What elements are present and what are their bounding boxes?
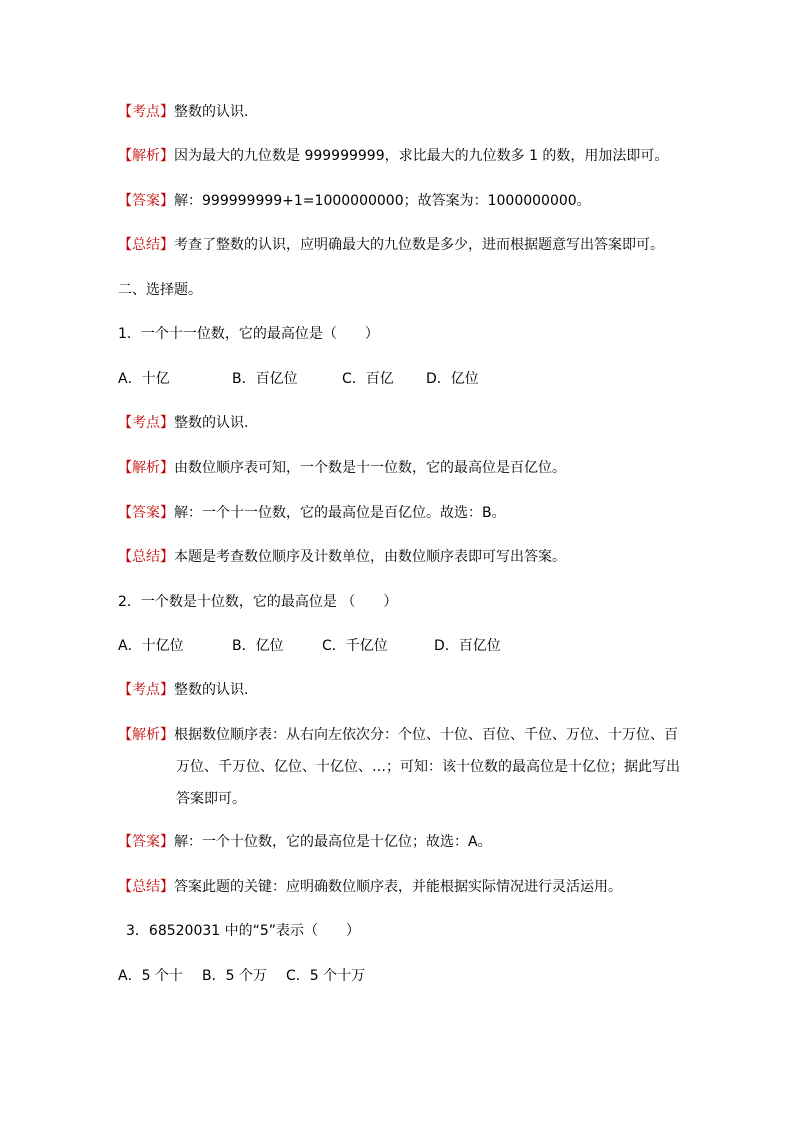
- jiexi-tag: 【解析】: [118, 460, 174, 476]
- daan-row-q1: [118, 498, 506, 528]
- kaodian-text: 整数的认识.: [174, 104, 249, 120]
- kaodian-text: 整数的认识.: [174, 415, 249, 431]
- q3-option-c: C．5 个十万: [286, 968, 366, 984]
- jiexi-text: 因为最大的九位数是 999999999，求比最大的九位数多 1 的数，用加法即可。: [174, 148, 669, 164]
- q1-option-b: B．百亿位: [232, 371, 298, 387]
- daan-text: 解：一个十一位数，它的最高位是百亿位。故选：B。: [174, 505, 506, 521]
- q2-option-d: D．百亿位: [434, 638, 501, 654]
- zongjie-tag: 【总结】: [118, 879, 174, 895]
- kaodian-text: 整数的认识.: [174, 682, 249, 698]
- daan-text: 解：999999999+1=1000000000；故答案为：1000000000。: [174, 193, 591, 209]
- zongjie-row-q2: [118, 872, 622, 902]
- kaodian-row-1: [118, 97, 248, 127]
- jiexi-text-line-3: 答案即可。: [176, 791, 246, 807]
- daan-tag: 【答案】: [118, 834, 174, 850]
- section-title: 二、选择题。: [118, 282, 202, 298]
- jiexi-text: 由数位顺序表可知，一个数是十一位数，它的最高位是百亿位。: [174, 460, 566, 476]
- jiexi-tag: 【解析】: [118, 148, 174, 164]
- question-3-stem: 3．68520031 中的“5”表示（ ）: [126, 923, 361, 939]
- daan-tag: 【答案】: [118, 193, 174, 209]
- jiexi-tag: 【解析】: [118, 727, 174, 743]
- daan-tag: 【答案】: [118, 505, 174, 521]
- q1-option-d: D．亿位: [426, 371, 479, 387]
- kaodian-tag: 【考点】: [118, 415, 174, 431]
- q1-option-a: A．十亿: [118, 371, 170, 387]
- kaodian-row-q2: [118, 675, 248, 705]
- q2-option-b: B．亿位: [232, 638, 284, 654]
- zongjie-tag: 【总结】: [118, 237, 174, 253]
- zongjie-text: 本题是考查数位顺序及计数单位，由数位顺序表即可写出答案。: [174, 549, 566, 565]
- q3-option-b: B．5 个万: [202, 968, 267, 984]
- kaodian-row-q1: [118, 408, 248, 438]
- daan-row-q2: [118, 827, 492, 857]
- kaodian-tag: 【考点】: [118, 682, 174, 698]
- jiexi-text-line-2: 万位、千万位、亿位、十亿位、…；可知：该十位数的最高位是十亿位；据此写出: [176, 759, 680, 775]
- q2-option-c: C．千亿位: [322, 638, 388, 654]
- q2-option-a: A．十亿位: [118, 638, 184, 654]
- zongjie-row-1: [118, 230, 664, 260]
- kaodian-tag: 【考点】: [118, 104, 174, 120]
- daan-row-1: [118, 186, 591, 216]
- zongjie-text: 答案此题的关键：应明确数位顺序表，并能根据实际情况进行灵活运用。: [174, 879, 622, 895]
- zongjie-tag: 【总结】: [118, 549, 174, 565]
- jiexi-row-q2: [118, 720, 678, 750]
- jiexi-text-line-1: 根据数位顺序表：从右向左依次分：个位、十位、百位、千位、万位、十万位、百: [174, 727, 678, 743]
- question-1-stem: 1．一个十一位数，它的最高位是（ ）: [118, 326, 379, 342]
- daan-text: 解：一个十位数，它的最高位是十亿位；故选：A。: [174, 834, 492, 850]
- jiexi-row-1: [118, 141, 668, 171]
- q1-option-c: C．百亿: [342, 371, 394, 387]
- zongjie-row-q1: [118, 542, 566, 572]
- zongjie-text: 考查了整数的认识，应明确最大的九位数是多少，进而根据题意写出答案即可。: [174, 237, 664, 253]
- q3-option-a: A．5 个十: [118, 968, 183, 984]
- jiexi-row-q1: [118, 453, 566, 483]
- question-2-stem: 2．一个数是十位数，它的最高位是 （ ）: [118, 594, 398, 610]
